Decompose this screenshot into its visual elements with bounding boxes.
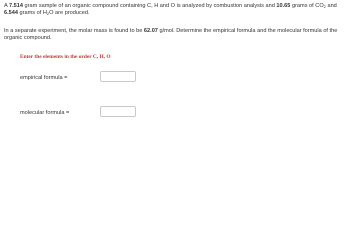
text-segment: gram sample of an organic compound containing C, H and O is analyzed by combustion analysis and: [22, 3, 277, 9]
empirical-formula-input[interactable]: [100, 71, 136, 82]
text-segment: and: [325, 3, 337, 9]
text-segment: g/mol. Determine the empirical formula and the molecular formula of the organic compound.: [4, 28, 338, 42]
co2-mass: 10.65: [276, 3, 291, 9]
h2o-mass: 6.544: [4, 10, 18, 17]
molecular-formula-label: molecular formula =: [20, 110, 70, 116]
text-segment: grams of CO: [290, 3, 324, 9]
element-order-hint: Enter the elements in the order C, H, O: [20, 54, 111, 60]
h2o-subscript: 2: [46, 11, 50, 17]
molar-mass: 62.07: [143, 28, 158, 34]
text-segment: O are produced.: [49, 10, 90, 17]
sample-mass: 7.514: [8, 3, 23, 9]
co2-subscript: 2: [323, 4, 326, 9]
molecular-formula-input[interactable]: [100, 106, 136, 117]
problem-statement-molar-mass: [4, 28, 348, 43]
empirical-formula-label: empirical formula =: [20, 75, 68, 81]
text-segment: grams of H: [18, 10, 47, 17]
text-segment: In a separate experiment, the molar mass is found to be: [4, 28, 144, 34]
text-segment: A: [4, 3, 9, 9]
problem-statement-combustion: [4, 3, 348, 18]
